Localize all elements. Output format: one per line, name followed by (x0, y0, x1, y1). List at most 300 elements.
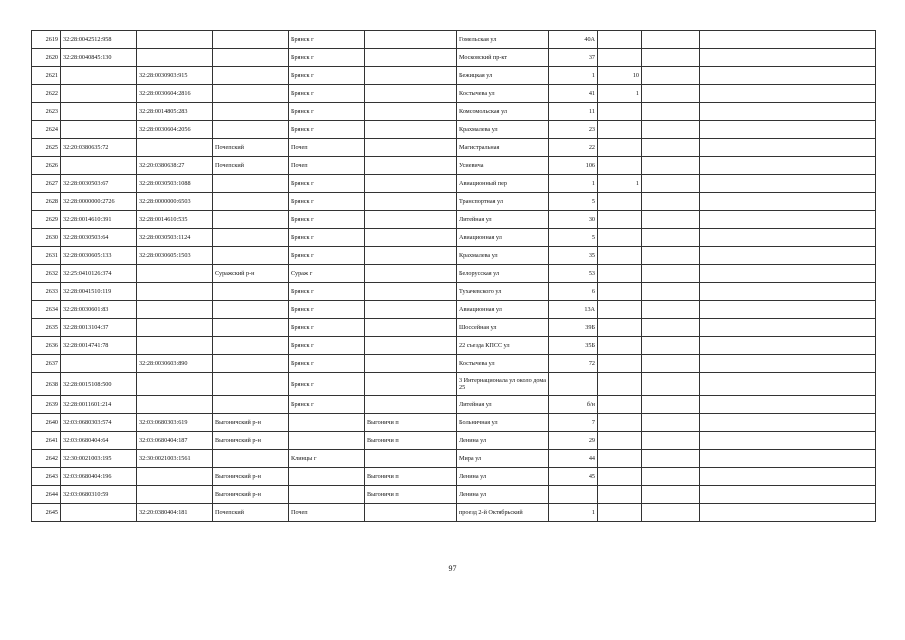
table-cell: 32:28:0030605:133 (61, 247, 137, 265)
table-row (32, 265, 876, 283)
table-cell (700, 49, 876, 67)
table-row (32, 157, 876, 175)
table-row (32, 67, 876, 85)
table-cell (642, 301, 700, 319)
table-cell: 106 (549, 157, 598, 175)
table-cell: 2643 (32, 468, 61, 486)
table-cell (700, 301, 876, 319)
table-row (32, 229, 876, 247)
table-cell: 3 Интернационала ул около дома 25 (457, 373, 549, 396)
table-row (32, 414, 876, 432)
table-cell: Брянск г (289, 211, 365, 229)
table-cell: Брянск г (289, 229, 365, 247)
table-cell (598, 247, 642, 265)
table-cell: 32:28:0000000:6503 (137, 193, 213, 211)
table-cell (598, 450, 642, 468)
table-cell: 2636 (32, 337, 61, 355)
table-cell: Бежицкая ул (457, 67, 549, 85)
table-cell: Выгоничи п (365, 432, 457, 450)
table-cell: Авиационная ул (457, 301, 549, 319)
table-cell: 2622 (32, 85, 61, 103)
table-cell (213, 67, 289, 85)
table-cell: 11 (549, 103, 598, 121)
table-cell: 2644 (32, 486, 61, 504)
table-cell (213, 193, 289, 211)
table-cell: Литейная ул (457, 396, 549, 414)
table-cell (61, 121, 137, 139)
table-cell (137, 486, 213, 504)
table-cell: 32:28:0014610:391 (61, 211, 137, 229)
table-cell: 2641 (32, 432, 61, 450)
table-cell: 32:20:0380635:72 (61, 139, 137, 157)
table-cell (700, 121, 876, 139)
table-cell: 30 (549, 211, 598, 229)
table-cell (365, 265, 457, 283)
table-cell (642, 468, 700, 486)
table-cell: Брянск г (289, 67, 365, 85)
table-cell: Тухачевского ул (457, 283, 549, 301)
table-cell: 29 (549, 432, 598, 450)
table-cell: 2626 (32, 157, 61, 175)
table-cell (137, 337, 213, 355)
table-cell: 13А (549, 301, 598, 319)
table-cell: Магистральная (457, 139, 549, 157)
table-cell: 32:28:0011601:214 (61, 396, 137, 414)
table-row (32, 504, 876, 522)
table-cell (365, 139, 457, 157)
table-cell: Брянск г (289, 283, 365, 301)
table-cell: 32:03:0680310:59 (61, 486, 137, 504)
table-cell (700, 31, 876, 49)
table-row (32, 450, 876, 468)
table-cell: 2623 (32, 103, 61, 121)
table-cell (213, 355, 289, 373)
table-cell (598, 301, 642, 319)
table-cell (137, 139, 213, 157)
table-cell: Белорусская ул (457, 265, 549, 283)
table-cell (365, 193, 457, 211)
table-cell: Брянск г (289, 103, 365, 121)
table-cell (289, 486, 365, 504)
table-cell (700, 432, 876, 450)
table-cell (642, 175, 700, 193)
table-cell: 32:28:0014741:78 (61, 337, 137, 355)
table-cell (365, 175, 457, 193)
table-cell (700, 139, 876, 157)
table-row (32, 486, 876, 504)
table-cell: 23 (549, 121, 598, 139)
table-cell (642, 193, 700, 211)
table-cell (598, 229, 642, 247)
registry-table (31, 30, 876, 522)
table-cell: 6 (549, 283, 598, 301)
table-cell (137, 31, 213, 49)
table-cell (598, 31, 642, 49)
table-cell: Выгоничский р-н (213, 486, 289, 504)
table-cell: 32:30:0021003:195 (61, 450, 137, 468)
table-cell (61, 504, 137, 522)
table-cell: 32:03:0680404:64 (61, 432, 137, 450)
table-cell: Почепский (213, 157, 289, 175)
table-cell: 2620 (32, 49, 61, 67)
table-cell: 32:28:0030503:1124 (137, 229, 213, 247)
table-cell: Ленина ул (457, 432, 549, 450)
table-cell: 2633 (32, 283, 61, 301)
table-cell (365, 31, 457, 49)
table-cell (61, 85, 137, 103)
table-cell (365, 373, 457, 396)
table-cell (213, 49, 289, 67)
table-cell: Костычева ул (457, 85, 549, 103)
table-cell: 32:28:0042512:958 (61, 31, 137, 49)
table-cell: Брянск г (289, 247, 365, 265)
table-cell (598, 49, 642, 67)
table-cell (61, 103, 137, 121)
table-cell: проезд 2-й Октябрьский (457, 504, 549, 522)
table-cell: 53 (549, 265, 598, 283)
table-cell: 2635 (32, 319, 61, 337)
table-cell (365, 504, 457, 522)
table-cell (642, 49, 700, 67)
table-cell: 1 (598, 175, 642, 193)
table-cell: Выгоничи п (365, 414, 457, 432)
table-cell: Комсомольская ул (457, 103, 549, 121)
table-cell: б/н (549, 396, 598, 414)
table-cell: 44 (549, 450, 598, 468)
table-cell (365, 85, 457, 103)
table-cell: Транспортная ул (457, 193, 549, 211)
table-cell (365, 157, 457, 175)
table-cell: 32:20:0380404:181 (137, 504, 213, 522)
table-cell (213, 85, 289, 103)
table-cell: 72 (549, 355, 598, 373)
table-cell: 32:28:0030503:67 (61, 175, 137, 193)
table-cell: 32:28:0030903:915 (137, 67, 213, 85)
table-cell (365, 450, 457, 468)
table-cell: Литейная ул (457, 211, 549, 229)
table-row (32, 175, 876, 193)
table-cell: 32:28:0041510:119 (61, 283, 137, 301)
table-cell (598, 211, 642, 229)
table-cell: 35 (549, 247, 598, 265)
table-cell (642, 211, 700, 229)
table-cell: Авиационная ул (457, 229, 549, 247)
table-cell (365, 121, 457, 139)
table-cell: 32:28:0040845:130 (61, 49, 137, 67)
table-cell (642, 283, 700, 301)
table-cell (700, 211, 876, 229)
table-cell (642, 265, 700, 283)
table-row (32, 31, 876, 49)
table-cell (598, 468, 642, 486)
table-cell (289, 432, 365, 450)
table-cell (642, 319, 700, 337)
table-cell (642, 139, 700, 157)
table-cell: 32:28:0000000:2726 (61, 193, 137, 211)
table-cell (642, 432, 700, 450)
table-cell: Брянск г (289, 49, 365, 67)
table-cell: Почепский (213, 504, 289, 522)
table-cell (137, 396, 213, 414)
table-cell: 32:28:0030503:64 (61, 229, 137, 247)
table-cell (700, 103, 876, 121)
table-cell: 32:28:0030603:890 (137, 355, 213, 373)
table-cell (598, 414, 642, 432)
table-cell: 32:28:0015108:500 (61, 373, 137, 396)
table-cell (642, 85, 700, 103)
table-cell: 45 (549, 468, 598, 486)
table-cell (700, 283, 876, 301)
table-cell (213, 247, 289, 265)
table-cell (700, 175, 876, 193)
table-cell: Ленина ул (457, 468, 549, 486)
table-cell: Авиационный пер (457, 175, 549, 193)
table-row (32, 432, 876, 450)
table-cell: 32:28:0030601:83 (61, 301, 137, 319)
table-cell: 1 (549, 504, 598, 522)
table-cell (61, 67, 137, 85)
table-cell: 32:28:0013104:37 (61, 319, 137, 337)
table-cell (642, 414, 700, 432)
table-cell: 2628 (32, 193, 61, 211)
table-cell: Гомельская ул (457, 31, 549, 49)
table-cell: Больничная ул (457, 414, 549, 432)
table-cell (598, 504, 642, 522)
table-cell (700, 157, 876, 175)
table-cell: 32:03:0680404:187 (137, 432, 213, 450)
table-cell: Почеп (289, 139, 365, 157)
table-cell (213, 31, 289, 49)
table-cell: 2638 (32, 373, 61, 396)
table-cell: Выгоничский р-н (213, 414, 289, 432)
table-cell (700, 468, 876, 486)
table-row (32, 468, 876, 486)
table-cell (598, 121, 642, 139)
table-cell (365, 211, 457, 229)
table-cell: Брянск г (289, 319, 365, 337)
table-cell: Брянск г (289, 121, 365, 139)
table-cell (598, 157, 642, 175)
table-cell: 32:03:0680404:196 (61, 468, 137, 486)
table-cell (137, 468, 213, 486)
table-cell: Брянск г (289, 373, 365, 396)
table-cell: Брянск г (289, 85, 365, 103)
table-cell (549, 373, 598, 396)
table-row (32, 49, 876, 67)
table-cell (289, 414, 365, 432)
table-cell: 7 (549, 414, 598, 432)
table-cell: 22 (549, 139, 598, 157)
table-cell: 2632 (32, 265, 61, 283)
table-cell (700, 450, 876, 468)
table-cell: Шоссейная ул (457, 319, 549, 337)
table-cell (700, 85, 876, 103)
page-number: 97 (448, 564, 457, 573)
table-cell: 2629 (32, 211, 61, 229)
table-cell (213, 337, 289, 355)
table-cell (598, 337, 642, 355)
table-cell (642, 450, 700, 468)
table-cell (365, 301, 457, 319)
table-cell (213, 301, 289, 319)
table-cell: Мира ул (457, 450, 549, 468)
table-cell: 5 (549, 193, 598, 211)
table-cell: Крахмалева ул (457, 121, 549, 139)
table-cell: Крахмалева ул (457, 247, 549, 265)
table-row (32, 396, 876, 414)
table-cell (213, 175, 289, 193)
table-cell (365, 49, 457, 67)
table-cell: Ленина ул (457, 486, 549, 504)
table-cell: Суражский р-н (213, 265, 289, 283)
table-cell (642, 67, 700, 85)
table-cell: Брянск г (289, 301, 365, 319)
table-cell (213, 103, 289, 121)
table-cell: 32:28:0030503:1088 (137, 175, 213, 193)
table-cell (365, 355, 457, 373)
table-cell (598, 283, 642, 301)
table-cell (365, 67, 457, 85)
table-cell (700, 229, 876, 247)
table-cell (642, 337, 700, 355)
table-cell (642, 396, 700, 414)
table-row (32, 121, 876, 139)
table-cell (700, 504, 876, 522)
table-cell (598, 265, 642, 283)
table-cell: 1 (549, 175, 598, 193)
table-cell (642, 247, 700, 265)
table-cell: 2619 (32, 31, 61, 49)
table-row (32, 103, 876, 121)
table-cell (700, 247, 876, 265)
table-cell: Выгоничский р-н (213, 432, 289, 450)
table-row (32, 247, 876, 265)
table-cell: Клинцы г (289, 450, 365, 468)
table-cell (700, 396, 876, 414)
table-cell: 22 съезда КПСС ул (457, 337, 549, 355)
table-cell: Выгоничский р-н (213, 468, 289, 486)
table-cell: 1 (598, 85, 642, 103)
table-cell: 10 (598, 67, 642, 85)
table-cell (365, 337, 457, 355)
table-cell: Почеп (289, 157, 365, 175)
table-cell (598, 396, 642, 414)
table-cell (137, 373, 213, 396)
table-cell: 35Б (549, 337, 598, 355)
table-row (32, 319, 876, 337)
table-cell (642, 486, 700, 504)
table-cell (365, 319, 457, 337)
table-cell: 2621 (32, 67, 61, 85)
table-cell: 32:30:0021003:1561 (137, 450, 213, 468)
table-cell (213, 229, 289, 247)
table-cell: 2627 (32, 175, 61, 193)
table-cell (213, 283, 289, 301)
table-cell: Выгоничи п (365, 468, 457, 486)
table-row (32, 139, 876, 157)
table-row (32, 373, 876, 396)
table-cell (61, 355, 137, 373)
table-row (32, 193, 876, 211)
table-cell: Выгоничи п (365, 486, 457, 504)
table-cell (213, 450, 289, 468)
table-cell: 2640 (32, 414, 61, 432)
table-cell (642, 504, 700, 522)
table-cell: Брянск г (289, 396, 365, 414)
table-row (32, 301, 876, 319)
table-cell: 5 (549, 229, 598, 247)
table-cell (700, 355, 876, 373)
table-cell: Почепский (213, 139, 289, 157)
table-cell (700, 486, 876, 504)
table-cell (598, 103, 642, 121)
table-cell (549, 486, 598, 504)
table-cell (642, 31, 700, 49)
table-cell: 32:28:0030605:1503 (137, 247, 213, 265)
table-cell (61, 157, 137, 175)
table-cell: 2645 (32, 504, 61, 522)
table-cell (365, 396, 457, 414)
table-cell: 32:20:0380638:27 (137, 157, 213, 175)
table-cell (598, 355, 642, 373)
table-cell (700, 373, 876, 396)
table-cell: Московский пр-кт (457, 49, 549, 67)
table-cell (642, 121, 700, 139)
table-cell (642, 229, 700, 247)
table-cell (137, 283, 213, 301)
table-cell: 2630 (32, 229, 61, 247)
table-cell (213, 211, 289, 229)
table-cell: 32:03:0680303:574 (61, 414, 137, 432)
table-cell (213, 121, 289, 139)
table-cell: 2634 (32, 301, 61, 319)
table-cell: Усиевича (457, 157, 549, 175)
table-cell (137, 301, 213, 319)
table-cell: 2625 (32, 139, 61, 157)
table-cell (598, 319, 642, 337)
table-cell (642, 373, 700, 396)
table-cell: 37 (549, 49, 598, 67)
table-cell: 32:25:0410126:374 (61, 265, 137, 283)
table-cell (598, 486, 642, 504)
table-cell: Костычева ул (457, 355, 549, 373)
table-cell (365, 283, 457, 301)
table-cell (598, 139, 642, 157)
table-cell (642, 103, 700, 121)
table-cell (700, 319, 876, 337)
table-cell: 2642 (32, 450, 61, 468)
table-row (32, 283, 876, 301)
table-cell: 39Б (549, 319, 598, 337)
table-row (32, 337, 876, 355)
table-cell (213, 319, 289, 337)
table-cell: 2624 (32, 121, 61, 139)
table-cell (598, 432, 642, 450)
table-cell: 32:28:0030604:2816 (137, 85, 213, 103)
table-row (32, 355, 876, 373)
table-cell (213, 396, 289, 414)
table-cell: 32:28:0030604:2056 (137, 121, 213, 139)
table-cell (598, 193, 642, 211)
table-row (32, 85, 876, 103)
table-cell (137, 265, 213, 283)
table-cell: Почеп (289, 504, 365, 522)
table-cell: Брянск г (289, 337, 365, 355)
table-cell: 2639 (32, 396, 61, 414)
table-cell (365, 103, 457, 121)
table-cell (642, 157, 700, 175)
table-cell: Брянск г (289, 31, 365, 49)
